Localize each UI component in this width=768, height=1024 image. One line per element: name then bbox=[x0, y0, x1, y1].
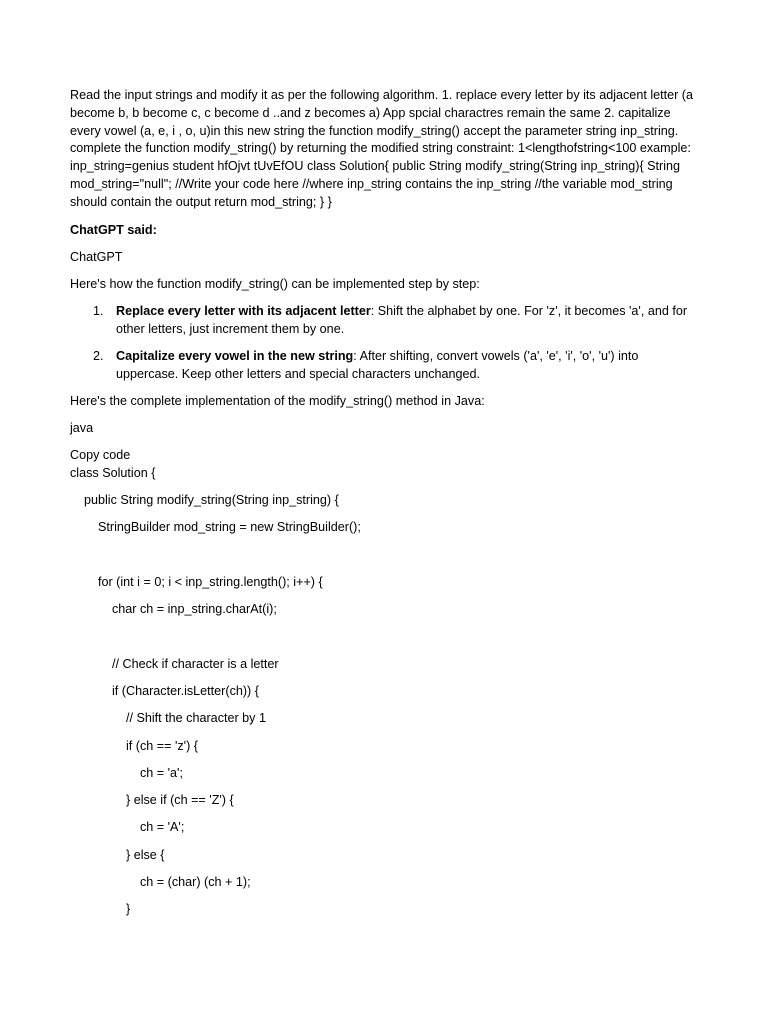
code-line: StringBuilder mod_string = new StringBuilder(); bbox=[70, 520, 361, 535]
code-line: // Check if character is a letter bbox=[70, 656, 279, 671]
code-line: // Shift the character by 1 bbox=[70, 711, 266, 726]
code-line: ch = 'a'; bbox=[70, 765, 183, 780]
list-number: 1. bbox=[93, 303, 104, 318]
list-item bbox=[70, 347, 700, 383]
code-line: public String modify_string(String inp_string) { bbox=[70, 492, 339, 507]
code-language-label: java bbox=[70, 420, 94, 435]
code-line: class Solution { bbox=[70, 465, 156, 480]
code-block bbox=[70, 464, 700, 928]
code-line bbox=[70, 627, 700, 654]
question-paragraph: Read the input strings and modify it as per the following algorithm. 1. replace every letter by its adjacent letter (a become b, b become c, c become d ..and z becomes a) App spcial charactres remain the same 2. capitalize every vowel (a, e, i , o, u)in this new string the function modify_string() accept the parameter string inp_string. complete the function modify_string() by returning the modified string constraint: 1<lengthofstring<100 example: inp_string=genius student hfOjvt tUvEfOU class Solution{ public String modify_string(String inp_string){ String mod_string="null"; //Write your code here //where inp_string contains the inp_string //the variable mod_string should contain the output return mod_string; } } bbox=[70, 88, 694, 209]
step-text: : After shifting, convert vowels ('a', 'e', 'i', 'o', 'u') into uppercase. Keep other letters and special characters unchanged. bbox=[116, 348, 639, 381]
code-line bbox=[70, 545, 700, 572]
code-line: if (ch == 'z') { bbox=[70, 738, 198, 753]
code-line: } else { bbox=[70, 847, 165, 862]
step-title: Replace every letter with its adjacent letter bbox=[116, 303, 371, 318]
code-line: } else if (ch == 'Z') { bbox=[70, 793, 234, 808]
copy-code-label: Copy code bbox=[70, 447, 131, 462]
document-page bbox=[70, 87, 700, 928]
step-text: : Shift the alphabet by one. For 'z', it becomes 'a', and for other letters, just increment them by one. bbox=[116, 303, 688, 336]
code-line: ch = 'A'; bbox=[70, 820, 185, 835]
steps-list bbox=[70, 302, 700, 383]
author-label: ChatGPT bbox=[70, 249, 123, 264]
list-number: 2. bbox=[93, 348, 104, 363]
list-item bbox=[70, 302, 700, 338]
step-title: Capitalize every vowel in the new string bbox=[116, 348, 354, 363]
code-line: } bbox=[70, 902, 131, 917]
code-line: for (int i = 0; i < inp_string.length(); i++) { bbox=[70, 574, 323, 589]
lead-paragraph: Here's how the function modify_string() can be implemented step by step: bbox=[70, 276, 480, 291]
implementation-intro: Here's the complete implementation of the modify_string() method in Java: bbox=[70, 393, 485, 408]
code-line: if (Character.isLetter(ch)) { bbox=[70, 683, 259, 698]
code-line: char ch = inp_string.charAt(i); bbox=[70, 602, 277, 617]
code-line: ch = (char) (ch + 1); bbox=[70, 875, 251, 890]
said-heading: ChatGPT said: bbox=[70, 222, 157, 237]
